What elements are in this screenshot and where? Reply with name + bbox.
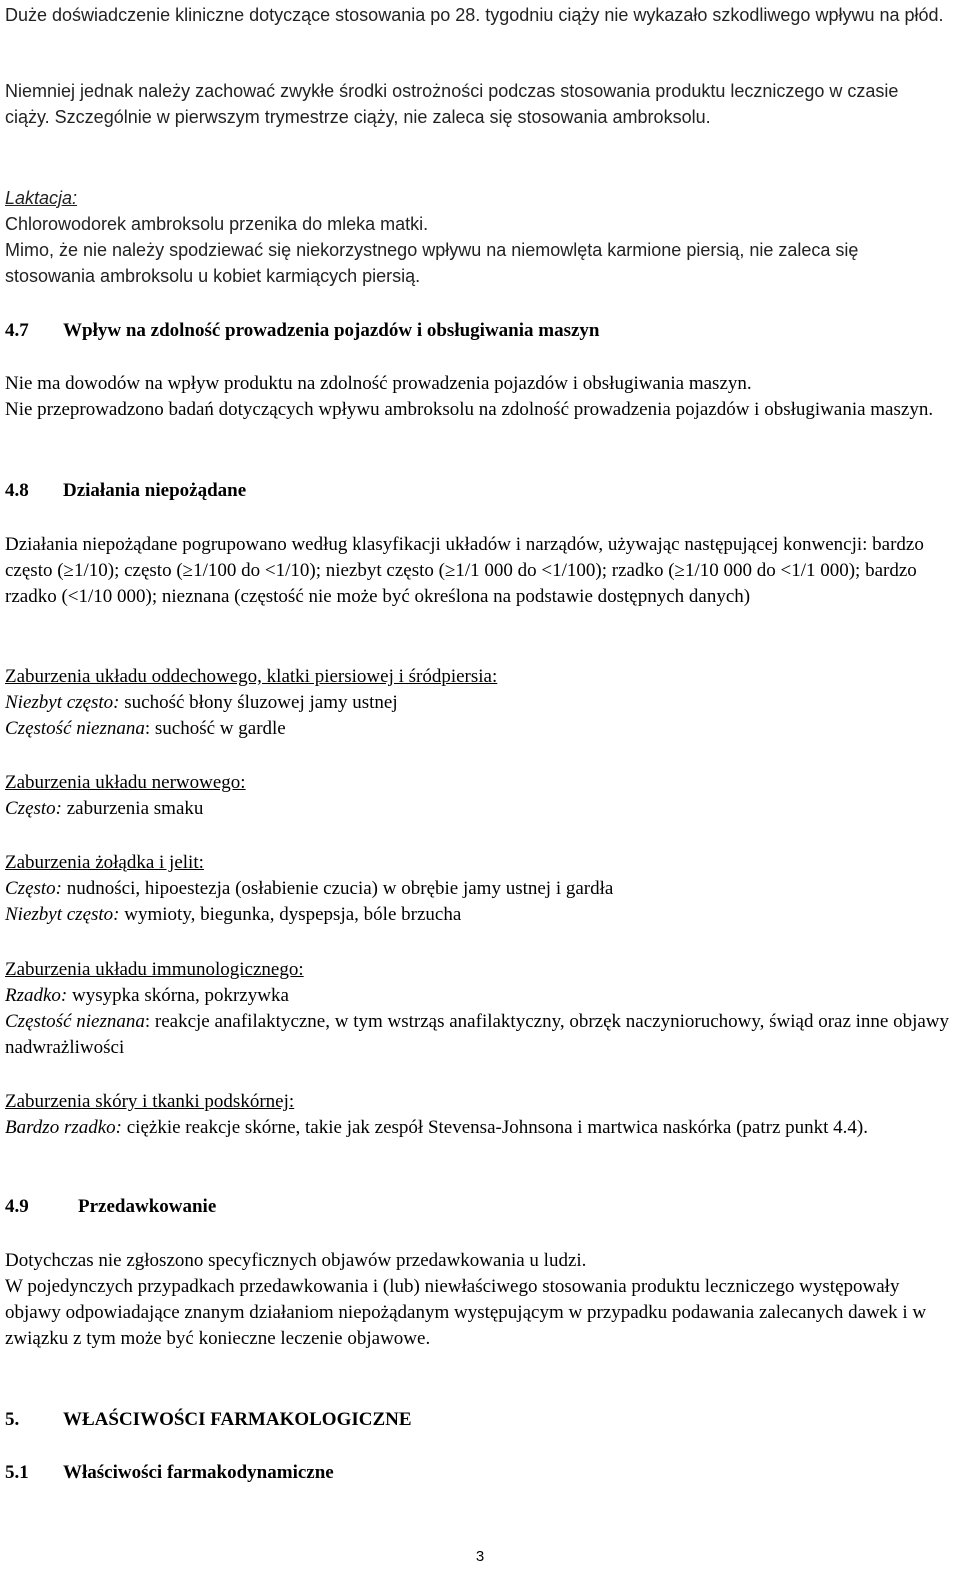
adverse-text: nudności, hipoestezja (osłabienie czucia) w obrębie jamy ustnej i gardła: [62, 878, 614, 899]
lactation-label: Laktacja:: [5, 188, 78, 208]
adverse-text: : reakcje anafilaktyczne, w tym wstrząs anafilaktyczny, obrzęk naczynioruchowy, świąd oraz inne objawy nadwrażliwości: [5, 1011, 950, 1058]
adverse-item: [5, 983, 950, 1009]
adverse-group: [5, 664, 950, 742]
overdose-paragraph-2: W pojedynczych przypadkach przedawkowania i (lub) niewłaściwego stosowania produktu leczniczego występowały objawy odpowiadające znanym działaniom niepożądanym występującym w przypadku podawania zalecanych dawek i w związku z tym może być konieczne leczenie objawowe.: [5, 1276, 927, 1349]
adverse-group: [5, 957, 950, 1061]
section-5-1-heading: [5, 1460, 334, 1486]
adverse-text: : suchość w gardle: [144, 718, 286, 739]
adverse-text: wymioty, biegunka, dyspepsja, bóle brzucha: [119, 904, 462, 925]
adverse-group: [5, 850, 950, 928]
adverse-text: wysypka skórna, pokrzywka: [67, 985, 289, 1006]
frequency-label: Niezbyt często:: [5, 904, 120, 925]
frequency-label: Częstość nieznana: [5, 1011, 145, 1032]
frequency-label: Niezbyt często:: [5, 692, 120, 713]
frequency-label: Często:: [5, 798, 62, 819]
frequency-label: Często:: [5, 878, 62, 899]
adverse-item: [5, 902, 950, 928]
adverse-text: ciężkie reakcje skórne, takie jak zespół Stevensa-Johnsona i martwica naskórka (patrz punkt 4.4).: [122, 1117, 869, 1138]
section-title: Przedawkowanie: [78, 1196, 217, 1217]
frequency-label: Bardzo rzadko:: [5, 1117, 122, 1138]
section-title: WŁAŚCIWOŚCI FARMAKOLOGICZNE: [63, 1409, 412, 1430]
adverse-item: [5, 1115, 950, 1141]
adverse-group: [5, 770, 950, 822]
adverse-group-title: Zaburzenia żołądka i jelit:: [5, 852, 204, 873]
section-4-7-paragraph-1: Nie ma dowodów na wpływ produktu na zdolność prowadzenia pojazdów i obsługiwania maszyn.: [5, 373, 752, 394]
adverse-group-title: Zaburzenia układu oddechowego, klatki piersiowej i śródpiersia:: [5, 666, 498, 687]
adverse-group-title: Zaburzenia skóry i tkanki podskórnej:: [5, 1091, 295, 1112]
adverse-text: zaburzenia smaku: [62, 798, 204, 819]
adverse-effects-intro: Działania niepożądane pogrupowano według klasyfikacji układów i narządów, używając następującej konwencji: bardzo często (≥1/10); często (≥1/100 do <1/10); niezbyt często (≥1/1 000 do <1/100); rzadko (≥1/10 000 do <1/1 000); bardzo rzadko (<1/10 000); nieznana (częstość nie może być określona na podstawie dostępnych danych): [5, 534, 924, 607]
pregnancy-paragraph-2: Niemniej jednak należy zachować zwykłe środki ostrożności podczas stosowania produktu leczniczego w czasie ciąży. Szczególnie w pierwszym trymestrze ciąży, nie zaleca się stosowania ambroksolu.: [5, 81, 899, 127]
section-4-9-heading: [5, 1194, 216, 1220]
section-number: 4.8: [5, 480, 29, 501]
adverse-group: [5, 1089, 950, 1141]
section-4-7-paragraph-2: Nie przeprowadzono badań dotyczących wpływu ambroksolu na zdolność prowadzenia pojazdów i obsługiwania maszyn.: [5, 399, 934, 420]
frequency-label: Rzadko:: [5, 985, 68, 1006]
adverse-text: suchość błony śluzowej jamy ustnej: [119, 692, 398, 713]
section-number: 5.1: [5, 1462, 29, 1483]
section-4-7-heading: [5, 318, 599, 344]
section-4-8-heading: [5, 478, 246, 504]
section-number: 4.7: [5, 320, 29, 341]
section-5-heading: [5, 1407, 412, 1433]
adverse-item: [5, 796, 950, 822]
pregnancy-paragraph-1: Duże doświadczenie kliniczne dotyczące stosowania po 28. tygodniu ciąży nie wykazało szkodliwego wpływu na płód.: [5, 5, 944, 25]
adverse-group-title: Zaburzenia układu immunologicznego:: [5, 959, 304, 980]
adverse-item: [5, 1009, 950, 1061]
section-title: Działania niepożądane: [63, 480, 247, 501]
frequency-label: Częstość nieznana: [5, 718, 145, 739]
section-number: 5.: [5, 1409, 20, 1430]
adverse-item: [5, 716, 950, 742]
section-number: 4.9: [5, 1196, 29, 1217]
section-title: Wpływ na zdolność prowadzenia pojazdów i obsługiwania maszyn: [63, 320, 600, 341]
page-number: 3: [475, 1548, 485, 1565]
adverse-group-title: Zaburzenia układu nerwowego:: [5, 772, 246, 793]
adverse-item: [5, 876, 950, 902]
lactation-line-2: Mimo, że nie należy spodziewać się niekorzystnego wpływu na niemowlęta karmione piersią, nie zaleca się stosowania ambroksolu u kobiet karmiących piersią.: [5, 240, 859, 286]
overdose-paragraph-1: Dotychczas nie zgłoszono specyficznych objawów przedawkowania u ludzi.: [5, 1250, 587, 1271]
lactation-line-1: Chlorowodorek ambroksolu przenika do mleka matki.: [5, 214, 429, 234]
adverse-item: [5, 690, 950, 716]
section-title: Właściwości farmakodynamiczne: [63, 1462, 334, 1483]
